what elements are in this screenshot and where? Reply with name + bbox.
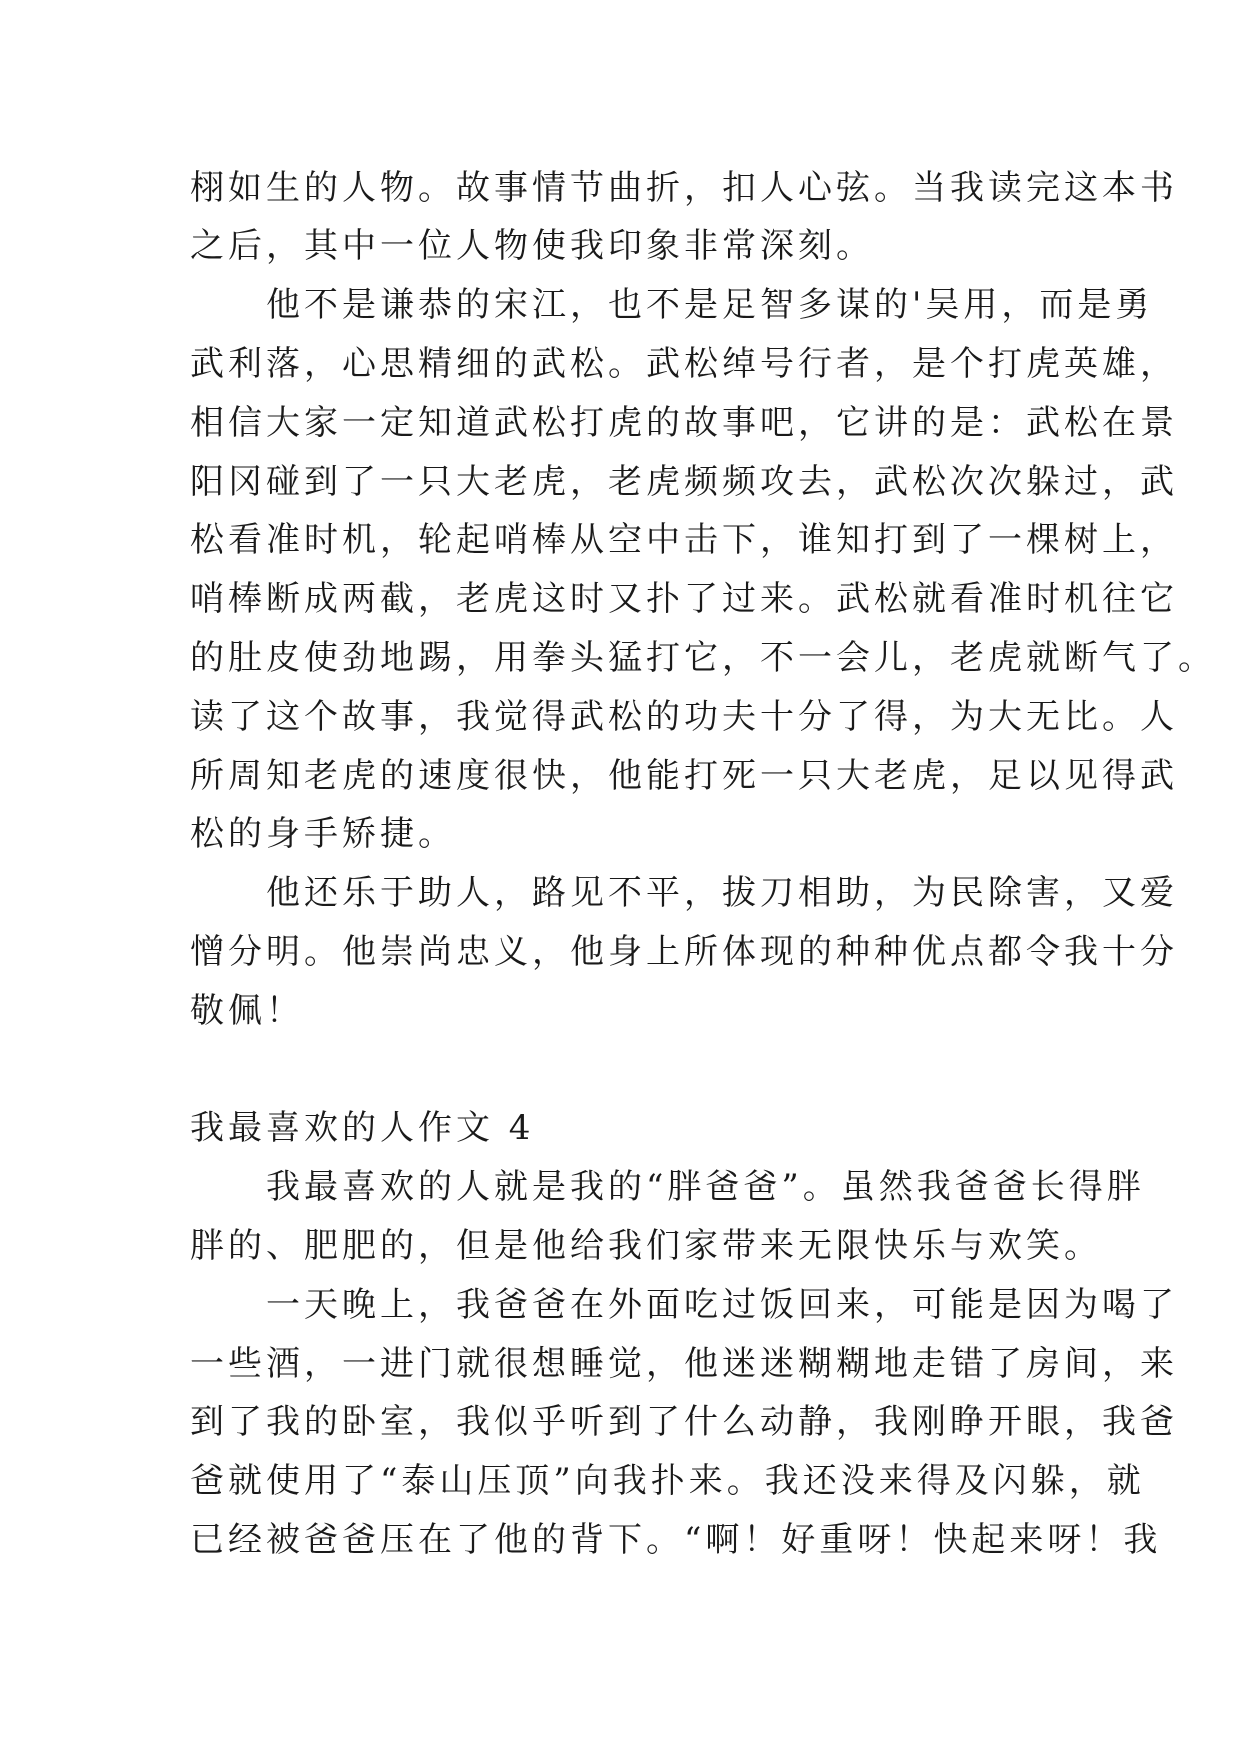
text-line: 相信大家一定知道武松打虎的故事吧，它讲的是：武松在景 xyxy=(190,403,1178,443)
paragraph-line: 我最喜欢的人就是我的“胖爸爸”。虽然我爸爸长得胖 xyxy=(190,1167,1145,1207)
text-line: 憎分明。他崇尚忠义，他身上所体现的种种优点都令我十分 xyxy=(190,932,1178,972)
text-line: 之后，其中一位人物使我印象非常深刻。 xyxy=(190,226,874,266)
text-line: 敬佩！ xyxy=(190,991,304,1031)
text-line: 阳冈碰到了一只大老虎，老虎频频攻去，武松次次躲过，武 xyxy=(190,462,1178,502)
paragraph-line: 他还乐于助人，路见不平，拔刀相助，为民除害，又爱 xyxy=(190,873,1178,913)
text-line: 读了这个故事，我觉得武松的功夫十分了得，为大无比。人 xyxy=(190,697,1178,737)
paragraph-line: 他不是谦恭的宋江，也不是足智多谋的'吴用，而是勇 xyxy=(190,285,1154,325)
text-line: 栩如生的人物。故事情节曲折，扣人心弦。当我读完这本书 xyxy=(190,168,1178,208)
text-line: 松的身手矫捷。 xyxy=(190,814,456,854)
text-line: 爸就使用了“泰山压顶”向我扑来。我还没来得及闪躲，就 xyxy=(190,1461,1145,1501)
text-line: 哨棒断成两截，老虎这时又扑了过来。武松就看准时机往它 xyxy=(190,579,1178,619)
text-line: 松看准时机，轮起哨棒从空中击下，谁知打到了一棵树上， xyxy=(190,520,1178,560)
text-line: 胖的、肥肥的，但是他给我们家带来无限快乐与欢笑。 xyxy=(190,1226,1102,1266)
text-line: 所周知老虎的速度很快，他能打死一只大老虎，足以见得武 xyxy=(190,756,1178,796)
paragraph-line: 一天晚上，我爸爸在外面吃过饭回来，可能是因为喝了 xyxy=(190,1285,1178,1325)
text-line: 到了我的卧室，我似乎听到了什么动静，我刚睁开眼，我爸 xyxy=(190,1402,1178,1442)
text-line: 一些酒，一进门就很想睡觉，他迷迷糊糊地走错了房间，来 xyxy=(190,1344,1178,1384)
text-line: 的肚皮使劲地踢，用拳头猛打它，不一会儿，老虎就断气了。 xyxy=(190,638,1216,678)
text-line: 武利落，心思精细的武松。武松绰号行者，是个打虎英雄， xyxy=(190,344,1178,384)
section-heading: 我最喜欢的人作文 4 xyxy=(190,1108,535,1148)
text-line: 已经被爸爸压在了他的背下。“啊！好重呀！快起来呀！我 xyxy=(190,1520,1162,1560)
